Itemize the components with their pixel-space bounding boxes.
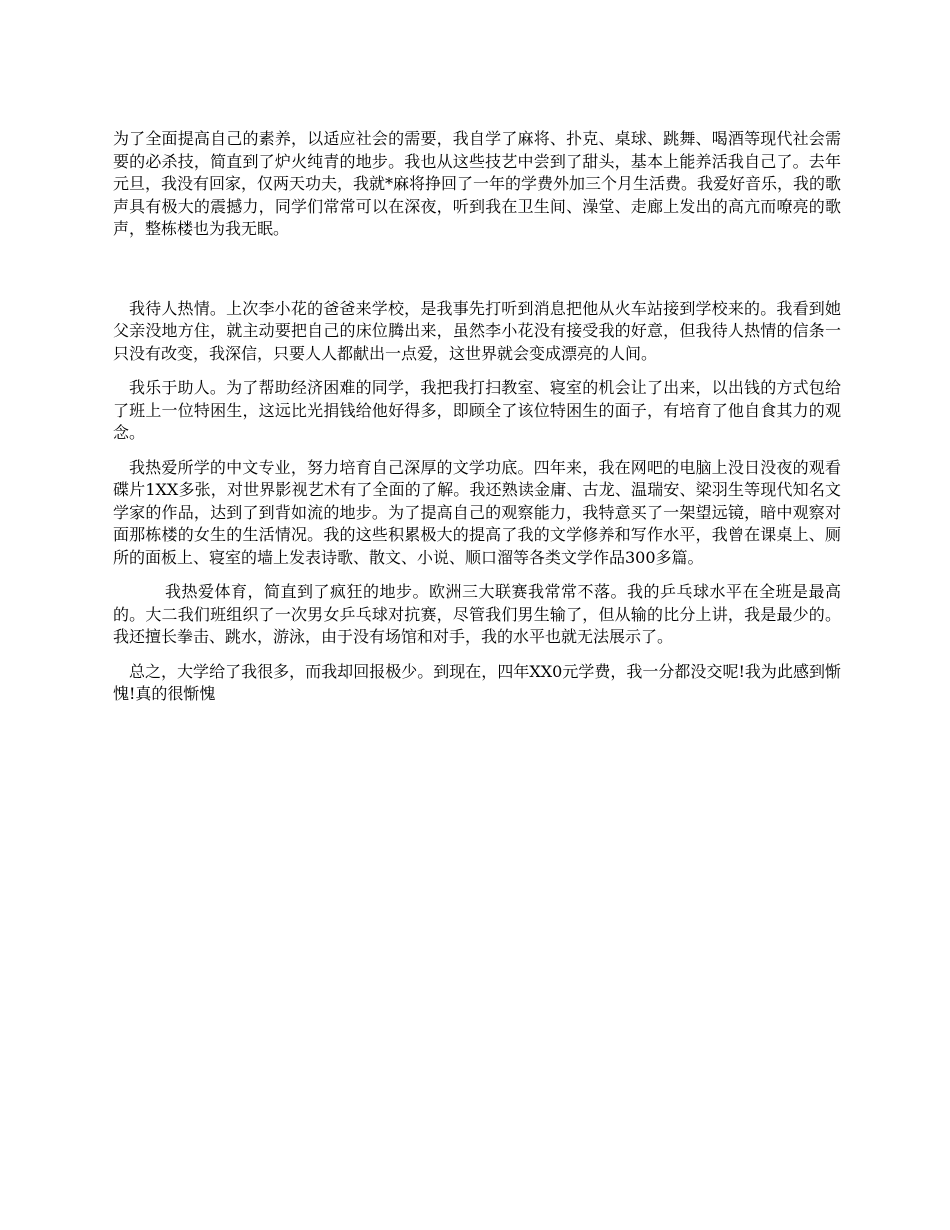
paragraph-literature: 我热爱所学的中文专业，努力培育自己深厚的文学功底。四年来，我在网吧的电脑上没日没夜的观看碟片1XX多张，对世界影视艺术有了全面的了解。我还熟读金庸、古龙、温瑞安、梁羽生等现代知名文学家的作品，达到了到背如流的地步。为了提高自己的观察能力，我特意买了一架望远镜，暗中观察对面那栋楼的女生的生活情况。我的这些积累极大的提高了我的文学修养和写作水平，我曾在课桌上、厕所的面板上、寝室的墙上发表诗歌、散文、小说、顺口溜等各类文学作品300多篇。 <box>113 457 841 567</box>
paragraph-helpfulness: 我乐于助人。为了帮助经济困难的同学，我把我打扫教室、寝室的机会让了出来，以出钱的方式包给了班上一位特困生，这远比光捐钱给他好得多，即顾全了该位特困生的面子，有培育了他自食其力的观念。 <box>113 378 841 442</box>
paragraph-skills: 为了全面提高自己的素养，以适应社会的需要，我自学了麻将、扑克、桌球、跳舞、喝酒等现代社会需要的必杀技，简直到了炉火纯青的地步。我也从这些技艺中尝到了甜头，基本上能养活我自己了。去年元旦，我没有回家，仅两天功夫，我就*麻将挣回了一年的学费外加三个月生活费。我爱好音乐，我的歌声具有极大的震撼力，同学们常常可以在深夜，听到我在卫生间、澡堂、走廊上发出的高亢而嘹亮的歌声，整栋楼也为我无眠。 <box>113 129 842 238</box>
document-body <box>113 128 841 706</box>
paragraph-conclusion: 总之，大学给了我很多，而我却回报极少。到现在，四年XX0元学费，我一分都没交呢!我为此感到惭愧!真的很惭愧 <box>113 661 841 703</box>
paragraph-sports: 我热爱体育，简直到了疯狂的地步。欧洲三大联赛我常常不落。我的乒乓球水平在全班是最高的。大二我们班组织了一次男女乒乓球对抗赛，尽管我们男生输了，但从输的比分上讲，我是最少的。我还擅长拳击、跳水，游泳，由于没有场馆和对手，我的水平也就无法展示了。 <box>113 582 841 646</box>
paragraph-hospitality: 我待人热情。上次李小花的爸爸来学校，是我事先打听到消息把他从火车站接到学校来的。我看到她父亲没地方住，就主动要把自己的床位腾出来，虽然李小花没有接受我的好意，但我待人热情的信条一只没有改变，我深信，只要人人都献出一点爱，这世界就会变成漂亮的人间。 <box>113 298 841 363</box>
